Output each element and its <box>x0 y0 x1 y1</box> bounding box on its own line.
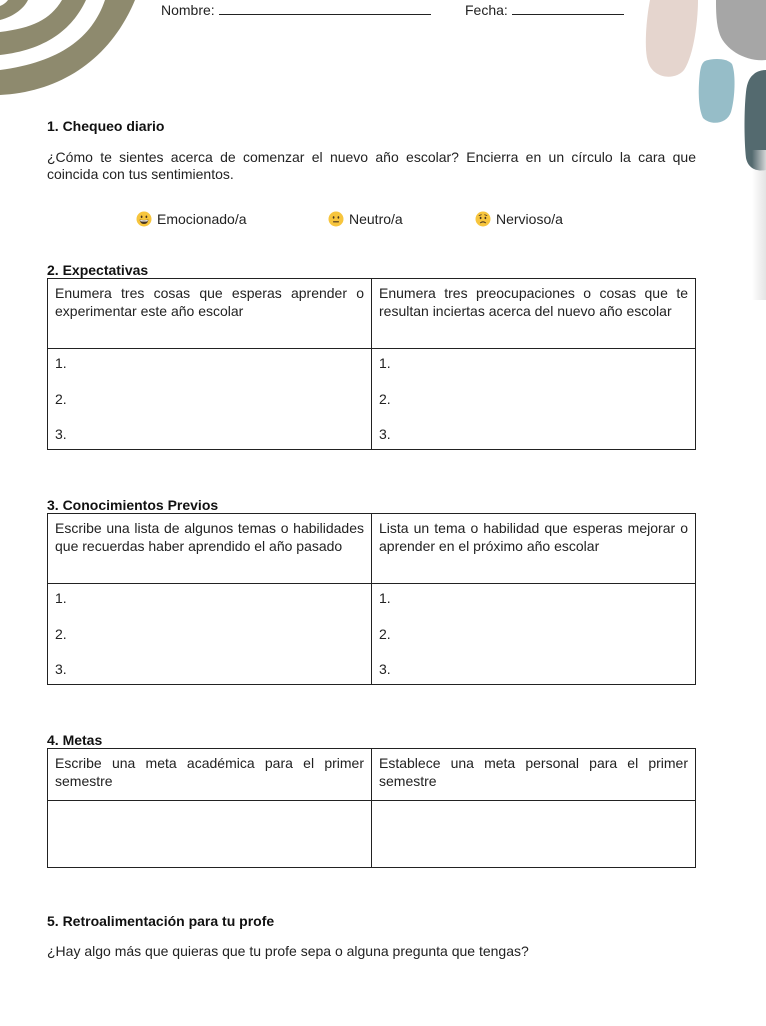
name-blank-line[interactable] <box>219 3 431 15</box>
date-field[interactable] <box>465 2 624 18</box>
section-2-title: 2. Expectativas <box>47 262 149 278</box>
prior-knowledge-learned-answers[interactable] <box>48 584 372 685</box>
list-item[interactable]: 3. <box>379 426 391 442</box>
list-item[interactable]: 1. <box>55 355 67 371</box>
list-item[interactable]: 1. <box>379 355 391 371</box>
table-row <box>48 349 696 450</box>
mood-label-excited: Emocionado/a <box>157 211 247 227</box>
expectations-concerns-answers[interactable] <box>372 349 696 450</box>
table-row <box>48 801 696 868</box>
olive-arc-decoration <box>0 0 140 95</box>
prior-knowledge-header-learned: Escribe una lista de algunos temas o habilidades que recuerdas haber aprendido el año pasado <box>48 514 372 584</box>
prior-knowledge-table <box>47 513 696 685</box>
table-header-row <box>48 279 696 349</box>
goals-header-personal: Establece una meta personal para el primer semestre <box>372 749 696 801</box>
section-1-title: 1. Chequeo diario <box>47 118 165 134</box>
mood-options <box>0 211 766 231</box>
worried-face-icon <box>475 211 491 227</box>
list-item[interactable]: 3. <box>379 661 391 677</box>
prior-knowledge-improve-answers[interactable] <box>372 584 696 685</box>
list-item[interactable]: 2. <box>379 625 391 642</box>
table-header-row <box>48 514 696 584</box>
mood-option-excited[interactable] <box>136 211 247 227</box>
section-3-title: 3. Conocimientos Previos <box>47 497 219 513</box>
goals-personal-answer[interactable] <box>372 801 696 868</box>
prior-knowledge-header-improve: Lista un tema o habilidad que esperas mejorar o aprender en el próximo año escolar <box>372 514 696 584</box>
mood-label-nervous: Nervioso/a <box>496 211 563 227</box>
goals-table <box>47 748 696 868</box>
gray-blob-decoration <box>716 0 766 62</box>
mood-option-neutral[interactable] <box>328 211 403 227</box>
list-item[interactable]: 2. <box>55 390 67 407</box>
section-5-title: 5. Retroalimentación para tu profe <box>47 913 275 929</box>
goals-header-academic: Escribe una meta académica para el primer semestre <box>48 749 372 801</box>
list-item[interactable]: 1. <box>55 590 67 606</box>
date-blank-line[interactable] <box>512 3 624 15</box>
section-4-title: 4. Metas <box>47 732 103 748</box>
table-row <box>48 584 696 685</box>
neutral-face-icon <box>328 211 344 227</box>
list-item[interactable]: 2. <box>55 625 67 642</box>
name-field[interactable] <box>161 2 431 18</box>
list-item[interactable]: 3. <box>55 426 67 442</box>
mood-label-neutral: Neutro/a <box>349 211 403 227</box>
section-5-question: ¿Hay algo más que quieras que tu profe sepa o alguna pregunta que tengas? <box>47 943 529 959</box>
expectations-learn-answers[interactable] <box>48 349 372 450</box>
expectations-table <box>47 278 696 450</box>
expectations-header-learn: Enumera tres cosas que esperas aprender o experimentar este año escolar <box>48 279 372 349</box>
blush-blob-decoration <box>644 0 700 80</box>
list-item[interactable]: 2. <box>379 390 391 407</box>
date-label: Fecha: <box>465 2 508 18</box>
light-blue-blob-decoration <box>697 58 737 126</box>
table-header-row <box>48 749 696 801</box>
mood-option-nervous[interactable] <box>475 211 563 227</box>
grinning-face-icon <box>136 211 152 227</box>
expectations-header-concerns: Enumera tres preocupaciones o cosas que te resultan inciertas acerca del nuevo año escolar <box>372 279 696 349</box>
list-item[interactable]: 3. <box>55 661 67 677</box>
list-item[interactable]: 1. <box>379 590 391 606</box>
section-1-question: ¿Cómo te sientes acerca de comenzar el nuevo año escolar? Encierra en un círculo la cara que coincida con tus sentimientos. <box>47 149 696 182</box>
goals-academic-answer[interactable] <box>48 801 372 868</box>
name-label: Nombre: <box>161 2 215 18</box>
